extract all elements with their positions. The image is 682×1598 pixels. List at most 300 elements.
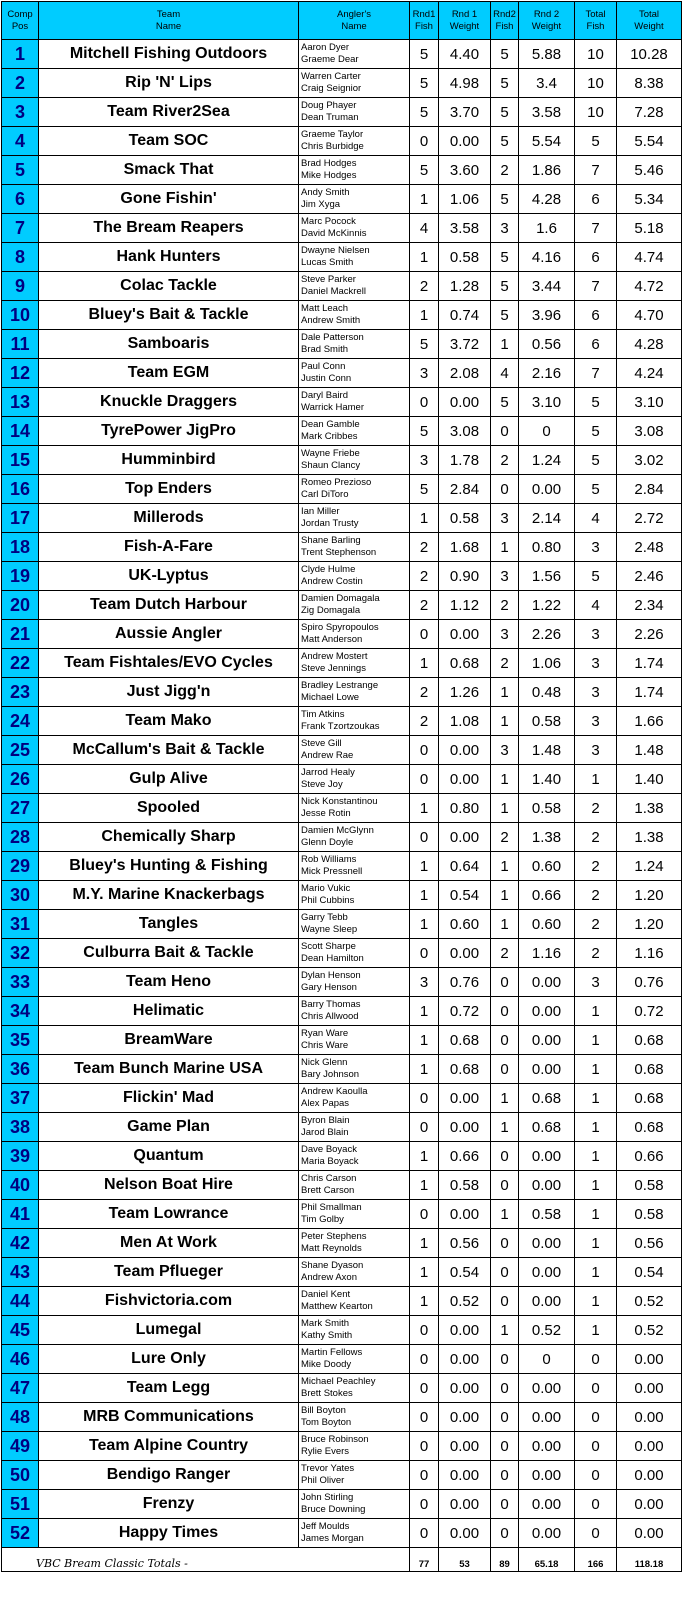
rnd2-fish-cell: 5 bbox=[491, 127, 519, 156]
table-row bbox=[2, 678, 682, 707]
rnd2-fish-cell: 0 bbox=[491, 1374, 519, 1403]
team-name-cell: Aussie Angler bbox=[39, 620, 299, 649]
total-fish-cell: 1 bbox=[575, 1055, 617, 1084]
total-weight-cell: 5.54 bbox=[617, 127, 682, 156]
total-weight-cell: 2.84 bbox=[617, 475, 682, 504]
team-name-cell: Mitchell Fishing Outdoors bbox=[39, 40, 299, 69]
comp-pos-cell: 36 bbox=[2, 1055, 39, 1084]
rnd1-fish-cell: 1 bbox=[410, 852, 439, 881]
angler-name: Jesse Rotin bbox=[301, 808, 351, 819]
table-row bbox=[2, 301, 682, 330]
angler-names-cell bbox=[299, 446, 410, 475]
rnd2-fish-cell: 5 bbox=[491, 301, 519, 330]
total-weight-cell: 0.58 bbox=[617, 1200, 682, 1229]
rnd2-weight-cell: 0.68 bbox=[519, 1113, 575, 1142]
angler-name: Brad Smith bbox=[301, 344, 348, 355]
rnd1-fish-cell: 0 bbox=[410, 939, 439, 968]
team-name-cell: McCallum's Bait & Tackle bbox=[39, 736, 299, 765]
angler-names-cell bbox=[299, 1200, 410, 1229]
total-weight-cell: 4.24 bbox=[617, 359, 682, 388]
team-name-cell: Flickin' Mad bbox=[39, 1084, 299, 1113]
comp-pos-cell: 4 bbox=[2, 127, 39, 156]
comp-pos-cell: 41 bbox=[2, 1200, 39, 1229]
rnd2-fish-cell: 1 bbox=[491, 678, 519, 707]
team-name-cell: Chemically Sharp bbox=[39, 823, 299, 852]
total-fish-cell: 5 bbox=[575, 475, 617, 504]
rnd1-fish-cell: 1 bbox=[410, 997, 439, 1026]
rnd2-weight-cell: 0.00 bbox=[519, 1026, 575, 1055]
rnd1-fish-cell: 1 bbox=[410, 301, 439, 330]
total-fish-cell: 4 bbox=[575, 591, 617, 620]
rnd2-fish-cell: 5 bbox=[491, 40, 519, 69]
table-row bbox=[2, 1113, 682, 1142]
team-name-cell: Lumegal bbox=[39, 1316, 299, 1345]
angler-name: Chris Burbidge bbox=[301, 141, 364, 152]
rnd2-weight-cell: 2.16 bbox=[519, 359, 575, 388]
totals-label: VBC Bream Classic Totals - bbox=[2, 1548, 410, 1572]
total-fish-cell: 1 bbox=[575, 1316, 617, 1345]
total-weight-cell: 0.68 bbox=[617, 1055, 682, 1084]
rnd1-fish-cell: 1 bbox=[410, 1142, 439, 1171]
team-name-cell: Nelson Boat Hire bbox=[39, 1171, 299, 1200]
angler-name: Romeo Prezioso bbox=[301, 477, 372, 488]
angler-name: Justin Conn bbox=[301, 373, 352, 384]
total-fish-cell: 1 bbox=[575, 1200, 617, 1229]
total-fish-cell: 1 bbox=[575, 1287, 617, 1316]
rnd1-fish-cell: 5 bbox=[410, 475, 439, 504]
total-weight-cell: 0.56 bbox=[617, 1229, 682, 1258]
total-fish-cell: 0 bbox=[575, 1374, 617, 1403]
angler-names-cell bbox=[299, 1519, 410, 1548]
total-fish-cell: 1 bbox=[575, 1171, 617, 1200]
rnd1-weight-cell: 3.72 bbox=[439, 330, 491, 359]
rnd2-weight-cell: 3.96 bbox=[519, 301, 575, 330]
table-row bbox=[2, 1142, 682, 1171]
angler-names-cell bbox=[299, 185, 410, 214]
angler-name: Dale Patterson bbox=[301, 332, 364, 343]
angler-names-cell bbox=[299, 156, 410, 185]
rnd1-fish-cell: 2 bbox=[410, 591, 439, 620]
results-table bbox=[1, 1, 682, 1572]
angler-name: Martin Fellows bbox=[301, 1347, 363, 1358]
comp-pos-cell: 7 bbox=[2, 214, 39, 243]
rnd2-weight-cell: 0.60 bbox=[519, 852, 575, 881]
rnd2-weight-cell: 0.48 bbox=[519, 678, 575, 707]
rnd1-fish-cell: 0 bbox=[410, 823, 439, 852]
rnd2-weight-cell: 0.52 bbox=[519, 1316, 575, 1345]
angler-name: Maria Boyack bbox=[301, 1156, 359, 1167]
rnd2-weight-cell: 0.00 bbox=[519, 1171, 575, 1200]
total-weight-cell: 0.58 bbox=[617, 1171, 682, 1200]
comp-pos-cell: 23 bbox=[2, 678, 39, 707]
total-fish-cell: 0 bbox=[575, 1403, 617, 1432]
team-name-cell: Team Heno bbox=[39, 968, 299, 997]
comp-pos-cell: 16 bbox=[2, 475, 39, 504]
total-fish-cell: 1 bbox=[575, 1113, 617, 1142]
angler-name: Brett Stokes bbox=[301, 1388, 353, 1399]
rnd2-weight-cell: 0.60 bbox=[519, 910, 575, 939]
angler-names-cell bbox=[299, 1084, 410, 1113]
total-fish-cell: 2 bbox=[575, 939, 617, 968]
rnd1-weight-cell: 3.60 bbox=[439, 156, 491, 185]
angler-names-cell bbox=[299, 533, 410, 562]
rnd1-weight-cell: 2.84 bbox=[439, 475, 491, 504]
total-fish-cell: 2 bbox=[575, 910, 617, 939]
rnd2-fish-cell: 0 bbox=[491, 968, 519, 997]
rnd1-weight-cell: 1.78 bbox=[439, 446, 491, 475]
rnd1-weight-cell: 0.66 bbox=[439, 1142, 491, 1171]
total-weight-cell: 0.00 bbox=[617, 1461, 682, 1490]
comp-pos-cell: 3 bbox=[2, 98, 39, 127]
rnd1-fish-cell: 2 bbox=[410, 678, 439, 707]
rnd2-weight-cell: 4.28 bbox=[519, 185, 575, 214]
total-weight-cell: 1.20 bbox=[617, 910, 682, 939]
rnd2-weight-cell: 1.56 bbox=[519, 562, 575, 591]
comp-pos-cell: 10 bbox=[2, 301, 39, 330]
total-weight-cell: 4.70 bbox=[617, 301, 682, 330]
table-row bbox=[2, 1345, 682, 1374]
table-row bbox=[2, 736, 682, 765]
comp-pos-cell: 8 bbox=[2, 243, 39, 272]
team-name-cell: Spooled bbox=[39, 794, 299, 823]
table-row bbox=[2, 1432, 682, 1461]
angler-names-cell bbox=[299, 649, 410, 678]
angler-name: Wayne Friebe bbox=[301, 448, 360, 459]
total-fish-cell: 1 bbox=[575, 1142, 617, 1171]
rnd2-fish-cell: 2 bbox=[491, 939, 519, 968]
comp-pos-cell: 5 bbox=[2, 156, 39, 185]
total-weight-cell: 0.66 bbox=[617, 1142, 682, 1171]
rnd1-fish-cell: 0 bbox=[410, 1113, 439, 1142]
comp-pos-cell: 44 bbox=[2, 1287, 39, 1316]
angler-name: Aaron Dyer bbox=[301, 42, 350, 53]
angler-name: Carl DiToro bbox=[301, 489, 349, 500]
angler-names-cell bbox=[299, 127, 410, 156]
rnd2-weight-cell: 0.00 bbox=[519, 1287, 575, 1316]
table-row bbox=[2, 910, 682, 939]
rnd2-fish-cell: 0 bbox=[491, 1519, 519, 1548]
rnd2-fish-cell: 1 bbox=[491, 1113, 519, 1142]
angler-name: Wayne Sleep bbox=[301, 924, 358, 935]
comp-pos-cell: 20 bbox=[2, 591, 39, 620]
angler-names-cell bbox=[299, 69, 410, 98]
rnd2-fish-cell: 2 bbox=[491, 649, 519, 678]
table-row bbox=[2, 417, 682, 446]
comp-pos-cell: 49 bbox=[2, 1432, 39, 1461]
team-name-cell: Tangles bbox=[39, 910, 299, 939]
rnd1-weight-cell: 0.58 bbox=[439, 1171, 491, 1200]
angler-names-cell bbox=[299, 765, 410, 794]
rnd1-weight-cell: 0.00 bbox=[439, 765, 491, 794]
angler-names-cell bbox=[299, 1142, 410, 1171]
total-weight-cell: 1.20 bbox=[617, 881, 682, 910]
total-weight-cell: 2.72 bbox=[617, 504, 682, 533]
rnd1-weight-cell: 1.26 bbox=[439, 678, 491, 707]
total-weight-cell: 1.74 bbox=[617, 649, 682, 678]
rnd2-fish-cell: 1 bbox=[491, 533, 519, 562]
total-weight-cell: 2.48 bbox=[617, 533, 682, 562]
rnd1-weight-cell: 1.28 bbox=[439, 272, 491, 301]
angler-name: Mark Cribbes bbox=[301, 431, 358, 442]
table-row bbox=[2, 852, 682, 881]
comp-pos-cell: 47 bbox=[2, 1374, 39, 1403]
total-weight-cell: 3.10 bbox=[617, 388, 682, 417]
angler-name: Rob Williams bbox=[301, 854, 357, 865]
angler-names-cell bbox=[299, 1229, 410, 1258]
comp-pos-cell: 19 bbox=[2, 562, 39, 591]
rnd2-fish-cell: 3 bbox=[491, 214, 519, 243]
team-name-cell: Men At Work bbox=[39, 1229, 299, 1258]
team-name-cell: TyrePower JigPro bbox=[39, 417, 299, 446]
total-fish-cell: 1 bbox=[575, 997, 617, 1026]
rnd1-fish-cell: 5 bbox=[410, 69, 439, 98]
rnd1-weight-cell: 0.00 bbox=[439, 1519, 491, 1548]
rnd1-fish-cell: 1 bbox=[410, 1055, 439, 1084]
table-row bbox=[2, 1026, 682, 1055]
rnd1-fish-cell: 1 bbox=[410, 1287, 439, 1316]
rnd2-fish-cell: 0 bbox=[491, 1345, 519, 1374]
rnd1-weight-cell: 0.00 bbox=[439, 127, 491, 156]
comp-pos-cell: 24 bbox=[2, 707, 39, 736]
angler-name: Doug Phayer bbox=[301, 100, 357, 111]
rnd2-fish-cell: 0 bbox=[491, 1171, 519, 1200]
comp-pos-cell: 34 bbox=[2, 997, 39, 1026]
comp-pos-cell: 51 bbox=[2, 1490, 39, 1519]
comp-pos-cell: 17 bbox=[2, 504, 39, 533]
angler-name: Gary Henson bbox=[301, 982, 357, 993]
rnd2-weight-cell: 0.00 bbox=[519, 1258, 575, 1287]
rnd1-weight-cell: 0.52 bbox=[439, 1287, 491, 1316]
total-weight-cell: 5.18 bbox=[617, 214, 682, 243]
team-name-cell: MRB Communications bbox=[39, 1403, 299, 1432]
rnd1-fish-cell: 0 bbox=[410, 1084, 439, 1113]
angler-names-cell bbox=[299, 1316, 410, 1345]
rnd1-fish-cell: 0 bbox=[410, 388, 439, 417]
rnd1-fish-cell: 2 bbox=[410, 562, 439, 591]
angler-name: Dylan Henson bbox=[301, 970, 361, 981]
angler-name: Paul Conn bbox=[301, 361, 346, 372]
angler-names-cell bbox=[299, 1287, 410, 1316]
rnd1-fish-cell: 5 bbox=[410, 98, 439, 127]
angler-name: Kathy Smith bbox=[301, 1330, 353, 1341]
team-name-cell: Bluey's Hunting & Fishing bbox=[39, 852, 299, 881]
team-name-cell: Top Enders bbox=[39, 475, 299, 504]
table-row bbox=[2, 446, 682, 475]
table-row bbox=[2, 1374, 682, 1403]
total-fish-cell: 7 bbox=[575, 214, 617, 243]
rnd2-weight-cell: 1.6 bbox=[519, 214, 575, 243]
rnd2-fish-cell: 0 bbox=[491, 997, 519, 1026]
angler-name: Ryan Ware bbox=[301, 1028, 349, 1039]
angler-name: Bruce Robinson bbox=[301, 1434, 369, 1445]
rnd2-weight-cell: 3.10 bbox=[519, 388, 575, 417]
rnd2-fish-cell: 0 bbox=[491, 1403, 519, 1432]
team-name-cell: Team Dutch Harbour bbox=[39, 591, 299, 620]
total-fish-cell: 5 bbox=[575, 562, 617, 591]
angler-names-cell bbox=[299, 214, 410, 243]
angler-names-cell bbox=[299, 504, 410, 533]
angler-name: Tim Atkins bbox=[301, 709, 345, 720]
rnd1-weight-cell: 0.00 bbox=[439, 620, 491, 649]
comp-pos-cell: 22 bbox=[2, 649, 39, 678]
angler-names-cell bbox=[299, 475, 410, 504]
total-weight-cell: 2.46 bbox=[617, 562, 682, 591]
angler-names-cell bbox=[299, 997, 410, 1026]
comp-pos-cell: 43 bbox=[2, 1258, 39, 1287]
rnd2-weight-cell: 2.26 bbox=[519, 620, 575, 649]
rnd1-fish-cell: 0 bbox=[410, 1345, 439, 1374]
table-row bbox=[2, 1200, 682, 1229]
table-row bbox=[2, 504, 682, 533]
team-name-cell: Team Lowrance bbox=[39, 1200, 299, 1229]
total-fish-cell: 2 bbox=[575, 852, 617, 881]
angler-name: Clyde Hulme bbox=[301, 564, 356, 575]
total-weight-cell: 0.00 bbox=[617, 1403, 682, 1432]
angler-names-cell bbox=[299, 1403, 410, 1432]
rnd2-weight-cell: 0.58 bbox=[519, 707, 575, 736]
rnd1-weight-cell: 4.98 bbox=[439, 69, 491, 98]
comp-pos-cell: 21 bbox=[2, 620, 39, 649]
comp-pos-cell: 50 bbox=[2, 1461, 39, 1490]
comp-pos-cell: 28 bbox=[2, 823, 39, 852]
total-weight-cell: 4.72 bbox=[617, 272, 682, 301]
rnd1-fish-cell: 5 bbox=[410, 40, 439, 69]
totals-rnd1-weight: 53 bbox=[439, 1548, 491, 1572]
rnd2-fish-cell: 3 bbox=[491, 620, 519, 649]
angler-name: Dean Gamble bbox=[301, 419, 360, 430]
angler-names-cell bbox=[299, 968, 410, 997]
angler-name: Nick Glenn bbox=[301, 1057, 348, 1068]
angler-name: Damien Domagala bbox=[301, 593, 380, 604]
angler-name: Ian Miller bbox=[301, 506, 340, 517]
rnd2-weight-cell: 0 bbox=[519, 417, 575, 446]
rnd2-weight-cell: 4.16 bbox=[519, 243, 575, 272]
rnd1-weight-cell: 0.00 bbox=[439, 1345, 491, 1374]
angler-name: Chris Ware bbox=[301, 1040, 349, 1051]
rnd2-weight-cell: 0 bbox=[519, 1345, 575, 1374]
angler-name: Andrew Costin bbox=[301, 576, 363, 587]
table-row bbox=[2, 591, 682, 620]
angler-name: Glenn Doyle bbox=[301, 837, 354, 848]
comp-pos-cell: 32 bbox=[2, 939, 39, 968]
total-fish-cell: 5 bbox=[575, 417, 617, 446]
totals-total-weight: 118.18 bbox=[617, 1548, 682, 1572]
header-row bbox=[2, 2, 682, 40]
team-name-cell: Team EGM bbox=[39, 359, 299, 388]
angler-name: Michael Lowe bbox=[301, 692, 360, 703]
total-fish-cell: 6 bbox=[575, 301, 617, 330]
total-weight-cell: 0.76 bbox=[617, 968, 682, 997]
rnd2-fish-cell: 0 bbox=[491, 417, 519, 446]
rnd1-weight-cell: 0.64 bbox=[439, 852, 491, 881]
angler-names-cell bbox=[299, 1374, 410, 1403]
rnd1-weight-cell: 0.58 bbox=[439, 243, 491, 272]
team-name-cell: Humminbird bbox=[39, 446, 299, 475]
rnd1-fish-cell: 1 bbox=[410, 649, 439, 678]
table-row bbox=[2, 475, 682, 504]
table-row bbox=[2, 794, 682, 823]
rnd1-weight-cell: 1.12 bbox=[439, 591, 491, 620]
header-rnd2-fish: Rnd2 Fish bbox=[491, 2, 519, 40]
team-name-cell: Smack That bbox=[39, 156, 299, 185]
rnd1-fish-cell: 1 bbox=[410, 1026, 439, 1055]
total-fish-cell: 3 bbox=[575, 968, 617, 997]
rnd1-fish-cell: 2 bbox=[410, 707, 439, 736]
table-row bbox=[2, 1490, 682, 1519]
total-weight-cell: 0.00 bbox=[617, 1374, 682, 1403]
rnd1-weight-cell: 0.00 bbox=[439, 388, 491, 417]
team-name-cell: Team Pflueger bbox=[39, 1258, 299, 1287]
total-fish-cell: 10 bbox=[575, 98, 617, 127]
header-total-fish: Total Fish bbox=[575, 2, 617, 40]
rnd1-weight-cell: 0.00 bbox=[439, 1374, 491, 1403]
angler-name: Tom Boyton bbox=[301, 1417, 352, 1428]
rnd2-fish-cell: 1 bbox=[491, 1084, 519, 1113]
total-fish-cell: 1 bbox=[575, 1084, 617, 1113]
team-name-cell: Team SOC bbox=[39, 127, 299, 156]
rnd2-fish-cell: 5 bbox=[491, 69, 519, 98]
team-name-cell: Rip 'N' Lips bbox=[39, 69, 299, 98]
table-row bbox=[2, 243, 682, 272]
angler-name: Zig Domagala bbox=[301, 605, 361, 616]
rnd2-fish-cell: 1 bbox=[491, 330, 519, 359]
angler-name: Shane Dyason bbox=[301, 1260, 364, 1271]
angler-name: Daniel Mackrell bbox=[301, 286, 366, 297]
rnd2-weight-cell: 0.00 bbox=[519, 1055, 575, 1084]
rnd1-weight-cell: 0.00 bbox=[439, 1490, 491, 1519]
comp-pos-cell: 6 bbox=[2, 185, 39, 214]
rnd1-weight-cell: 0.00 bbox=[439, 939, 491, 968]
rnd2-weight-cell: 1.48 bbox=[519, 736, 575, 765]
rnd1-weight-cell: 0.68 bbox=[439, 1026, 491, 1055]
rnd1-weight-cell: 3.08 bbox=[439, 417, 491, 446]
angler-names-cell bbox=[299, 98, 410, 127]
angler-name: Steve Gill bbox=[301, 738, 342, 749]
total-weight-cell: 2.26 bbox=[617, 620, 682, 649]
rnd1-fish-cell: 0 bbox=[410, 127, 439, 156]
team-name-cell: Bendigo Ranger bbox=[39, 1461, 299, 1490]
rnd1-weight-cell: 0.58 bbox=[439, 504, 491, 533]
rnd2-weight-cell: 2.14 bbox=[519, 504, 575, 533]
rnd2-weight-cell: 0.56 bbox=[519, 330, 575, 359]
angler-names-cell bbox=[299, 1490, 410, 1519]
team-name-cell: Colac Tackle bbox=[39, 272, 299, 301]
total-fish-cell: 0 bbox=[575, 1345, 617, 1374]
angler-name: Andrew Rae bbox=[301, 750, 354, 761]
comp-pos-cell: 46 bbox=[2, 1345, 39, 1374]
angler-names-cell bbox=[299, 707, 410, 736]
rnd2-weight-cell: 0.00 bbox=[519, 1374, 575, 1403]
rnd2-fish-cell: 0 bbox=[491, 1490, 519, 1519]
team-name-cell: Hank Hunters bbox=[39, 243, 299, 272]
table-row bbox=[2, 40, 682, 69]
angler-names-cell bbox=[299, 620, 410, 649]
angler-name: Daniel Kent bbox=[301, 1289, 351, 1300]
total-fish-cell: 7 bbox=[575, 359, 617, 388]
table-row bbox=[2, 620, 682, 649]
angler-name: Mike Doody bbox=[301, 1359, 352, 1370]
rnd1-fish-cell: 2 bbox=[410, 272, 439, 301]
table-row bbox=[2, 1055, 682, 1084]
rnd1-weight-cell: 0.54 bbox=[439, 881, 491, 910]
table-row bbox=[2, 1519, 682, 1548]
total-fish-cell: 0 bbox=[575, 1519, 617, 1548]
header-comp-pos: Comp Pos bbox=[2, 2, 39, 40]
angler-name: David McKinnis bbox=[301, 228, 367, 239]
table-row bbox=[2, 359, 682, 388]
total-fish-cell: 6 bbox=[575, 243, 617, 272]
comp-pos-cell: 42 bbox=[2, 1229, 39, 1258]
